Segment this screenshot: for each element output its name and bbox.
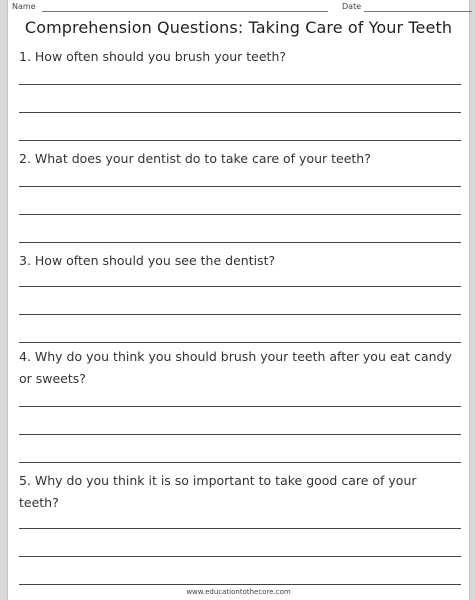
- answer-line[interactable]: [19, 314, 461, 315]
- answer-line[interactable]: [19, 286, 461, 287]
- name-line[interactable]: [42, 11, 328, 12]
- answer-line[interactable]: [19, 112, 461, 113]
- answer-line[interactable]: [19, 140, 461, 141]
- question-1: 1. How often should you brush your teeth?: [19, 49, 287, 64]
- answer-line[interactable]: [19, 528, 461, 529]
- question-2: 2. What does your dentist do to take care of your teeth?: [19, 151, 371, 166]
- name-label: Name: [12, 2, 36, 11]
- answer-line[interactable]: [19, 462, 461, 463]
- worksheet-page: [8, 0, 469, 600]
- answer-line[interactable]: [19, 406, 461, 407]
- footer-url: www.educationtothecore.com: [186, 588, 291, 596]
- date-line[interactable]: [364, 11, 472, 12]
- answer-line[interactable]: [19, 584, 461, 585]
- date-label: Date: [342, 2, 362, 11]
- answer-line[interactable]: [19, 242, 461, 243]
- answer-line[interactable]: [19, 84, 461, 85]
- answer-line[interactable]: [19, 342, 461, 343]
- answer-line[interactable]: [19, 434, 461, 435]
- answer-line[interactable]: [19, 186, 461, 187]
- question-3: 3. How often should you see the dentist?: [19, 253, 276, 268]
- question-5: 5. Why do you think it is so important to take good care of your teeth?: [19, 473, 417, 510]
- question-4: 4. Why do you think you should brush your teeth after you eat candy or sweets?: [19, 349, 452, 386]
- answer-line[interactable]: [19, 556, 461, 557]
- answer-line[interactable]: [19, 214, 461, 215]
- page-title: Comprehension Questions: Taking Care of Your Teeth: [24, 18, 453, 37]
- header-fields: [12, 2, 469, 12]
